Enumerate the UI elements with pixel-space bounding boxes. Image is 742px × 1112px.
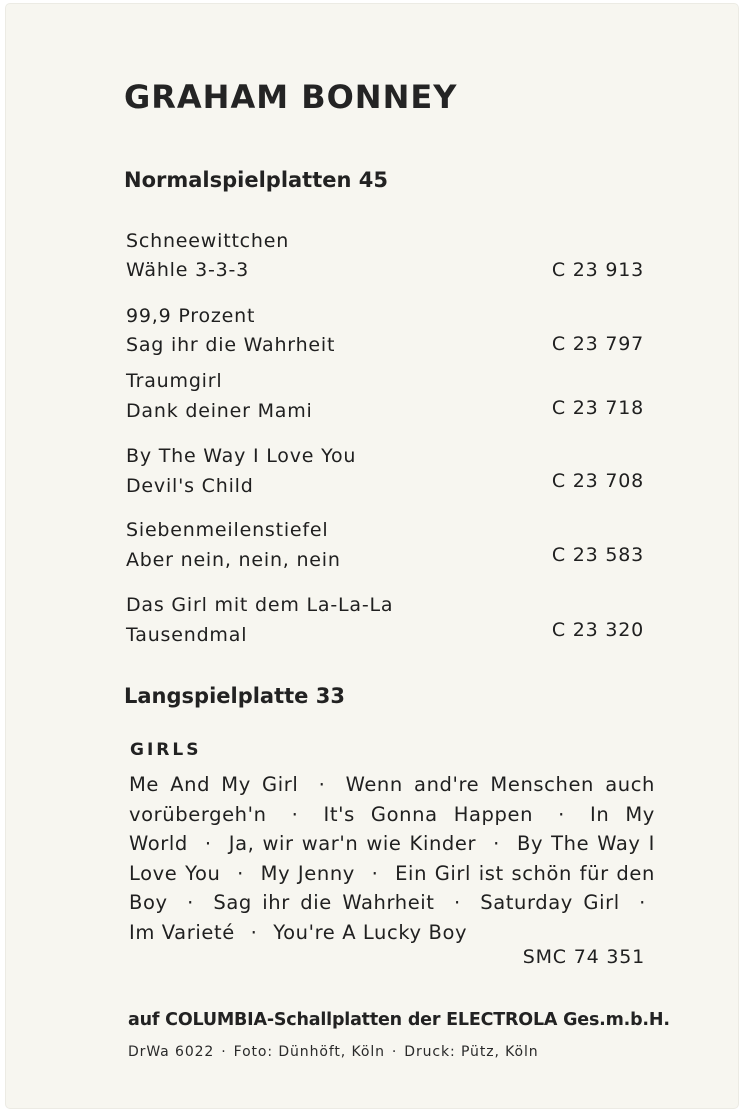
separator-dot: · — [391, 1044, 398, 1060]
single-a-side: Das Girl mit dem La-La-La — [126, 594, 394, 616]
single-catalog-number: C 23 320 — [551, 619, 644, 641]
track-separator: · — [187, 891, 194, 914]
single-catalog-number: C 23 797 — [551, 333, 644, 355]
single-a-side: Schneewittchen — [126, 230, 290, 252]
track-separator: · — [204, 832, 212, 855]
album-title: GIRLS — [130, 740, 202, 760]
credits-line — [128, 1044, 539, 1060]
track-separator: · — [558, 802, 565, 826]
single-catalog-number: C 23 583 — [551, 544, 644, 566]
track-separator: · — [371, 861, 379, 885]
single-b-side: Dank deiner Mami — [126, 400, 313, 422]
album-track: By The Way I Love You — [129, 832, 655, 885]
album-track: Me And My Girl — [129, 773, 299, 796]
single-b-side: Sag ihr die Wahrheit — [126, 334, 336, 356]
track-separator: · — [250, 920, 258, 944]
single-a-side: Siebenmeilenstiefel — [126, 519, 329, 541]
album-track: My Jenny — [260, 861, 355, 885]
track-separator: · — [291, 802, 299, 826]
single-a-side: By The Way I Love You — [126, 445, 357, 467]
singles-heading: Normalspielplatten 45 — [124, 168, 388, 192]
print-credit: Druck: Pütz, Köln — [404, 1044, 539, 1060]
single-a-side: 99,9 Prozent — [126, 305, 256, 327]
album-track: Ein Girl ist schön für den Boy — [129, 861, 655, 914]
track-separator: · — [318, 773, 326, 796]
track-separator: · — [237, 861, 244, 885]
photo-credit: Foto: Dünhöft, Köln — [233, 1044, 385, 1060]
album-track: Ja, wir war'n wie Kinder — [228, 832, 477, 855]
artist-title: GRAHAM BONNEY — [124, 78, 458, 116]
single-catalog-number: C 23 913 — [551, 259, 644, 281]
track-separator: · — [639, 891, 646, 914]
lp-heading: Langspielplatte 33 — [124, 684, 345, 708]
single-b-side: Devil's Child — [126, 475, 254, 497]
album-track: It's Gonna Happen — [323, 802, 534, 826]
single-b-side: Aber nein, nein, nein — [126, 549, 341, 571]
record-card — [6, 4, 738, 1108]
track-separator: · — [454, 891, 461, 914]
track-separator: · — [493, 832, 500, 855]
album-track: Saturday Girl — [480, 891, 620, 914]
album-track: Wenn and're Menschen auch vorübergeh'n — [129, 773, 655, 826]
album-track: Sag ihr die Wahrheit — [213, 891, 435, 914]
single-b-side: Tausendmal — [126, 624, 248, 646]
print-code: DrWa 6022 — [128, 1044, 215, 1060]
album-tracklist — [129, 770, 655, 947]
album-catalog-number: SMC 74 351 — [522, 946, 645, 968]
single-catalog-number: C 23 708 — [551, 470, 644, 492]
album-track: You're A Lucky Boy — [273, 920, 468, 944]
single-b-side: Wähle 3-3-3 — [126, 259, 250, 281]
single-a-side: Traumgirl — [126, 370, 223, 392]
publisher-line: auf COLUMBIA-Schallplatten der ELECTROLA Ges.m.b.H. — [128, 1010, 670, 1030]
separator-dot: · — [221, 1044, 227, 1060]
album-track: Im Varieté — [129, 920, 235, 944]
single-catalog-number: C 23 718 — [551, 397, 644, 419]
album-track: In My World — [129, 802, 655, 855]
